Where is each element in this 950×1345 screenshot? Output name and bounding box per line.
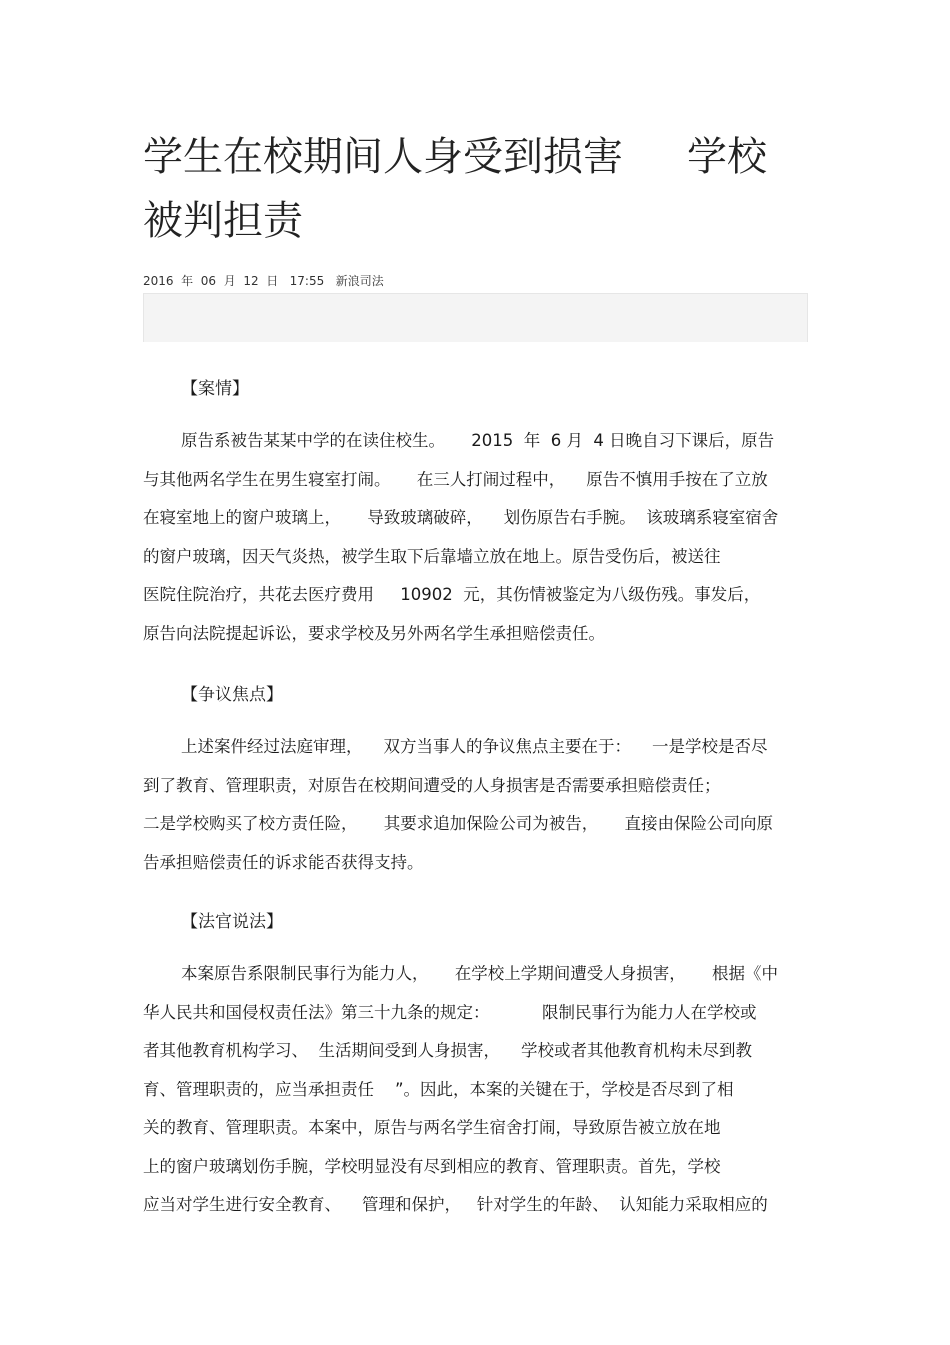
case-line: 的窗户玻璃，因天气炎热，被学生取下后靠墙立放在地上。原告受伤后，被送往 bbox=[143, 546, 721, 566]
case-line: 原告系被告某某中学的在读住校生。 2015 年 6 月 4 日晚自习下课后，原告 bbox=[181, 431, 775, 450]
dispute-line: 到了教育、管理职责，对原告在校期间遭受的人身损害是否需要承担赔偿责任； bbox=[143, 775, 721, 795]
judge-line: 本案原告系限制民事行为能力人， 在学校上学期间遭受人身损害， 根据《中 bbox=[181, 964, 778, 983]
judge-line: 应当对学生进行安全教育、 管理和保护， 针对学生的年龄、 认知能力采取相应的 bbox=[143, 1195, 768, 1214]
section-heading-case: 【案情】 bbox=[181, 379, 249, 399]
case-line: 与其他两名学生在男生寝室打闹。 在三人打闹过程中， 原告不慎用手按在了立放 bbox=[143, 469, 768, 489]
title-line1-part1: 学生在校期间人身受到损害 bbox=[143, 134, 623, 180]
case-line: 医院住院治疗，共花去医疗费用 10902 元，其伤情被鉴定为八级伤残。事发后， bbox=[143, 585, 761, 604]
embedded-placeholder-box bbox=[143, 293, 808, 342]
dispute-line: 告承担赔偿责任的诉求能否获得支持。 bbox=[143, 852, 424, 872]
article-meta: 2016 年 06 月 12 日 17:55 新浪司法 bbox=[143, 274, 384, 288]
dispute-line: 上述案件经过法庭审理， 双方当事人的争议焦点主要在于： 一是学校是否尽 bbox=[181, 737, 768, 756]
title-line1-part2: 学校 bbox=[687, 134, 767, 180]
judge-paragraph bbox=[143, 955, 808, 1225]
case-paragraph bbox=[143, 422, 808, 653]
judge-line: 者其他教育机构学习、 生活期间受到人身损害， 学校或者其他教育机构未尽到教 bbox=[143, 1041, 752, 1060]
title-line2: 被判担责 bbox=[143, 198, 303, 244]
article-title bbox=[143, 125, 823, 253]
case-line: 原告向法院提起诉讼，要求学校及另外两名学生承担赔偿责任。 bbox=[143, 623, 605, 643]
judge-line: 关的教育、管理职责。本案中，原告与两名学生宿舍打闹，导致原告被立放在地 bbox=[143, 1118, 721, 1137]
judge-line: 育、管理职责的，应当承担责任 ”。因此，本案的关键在于，学校是否尽到了相 bbox=[143, 1079, 734, 1099]
dispute-line: 二是学校购买了校方责任险， 其要求追加保险公司为被告， 直接由保险公司向原 bbox=[143, 814, 773, 833]
section-heading-dispute: 【争议焦点】 bbox=[181, 685, 283, 705]
case-line: 在寝室地上的窗户玻璃上， 导致玻璃破碎， 划伤原告右手腕。 该玻璃系寝室宿舍 bbox=[143, 508, 779, 527]
section-heading-judge: 【法官说法】 bbox=[181, 912, 283, 932]
judge-line: 华人民共和国侵权责任法》第三十九条的规定： 限制民事行为能力人在学校或 bbox=[143, 1002, 757, 1022]
judge-line: 上的窗户玻璃划伤手腕，学校明显没有尽到相应的教育、管理职责。首先，学校 bbox=[143, 1156, 721, 1176]
dispute-paragraph bbox=[143, 728, 808, 882]
